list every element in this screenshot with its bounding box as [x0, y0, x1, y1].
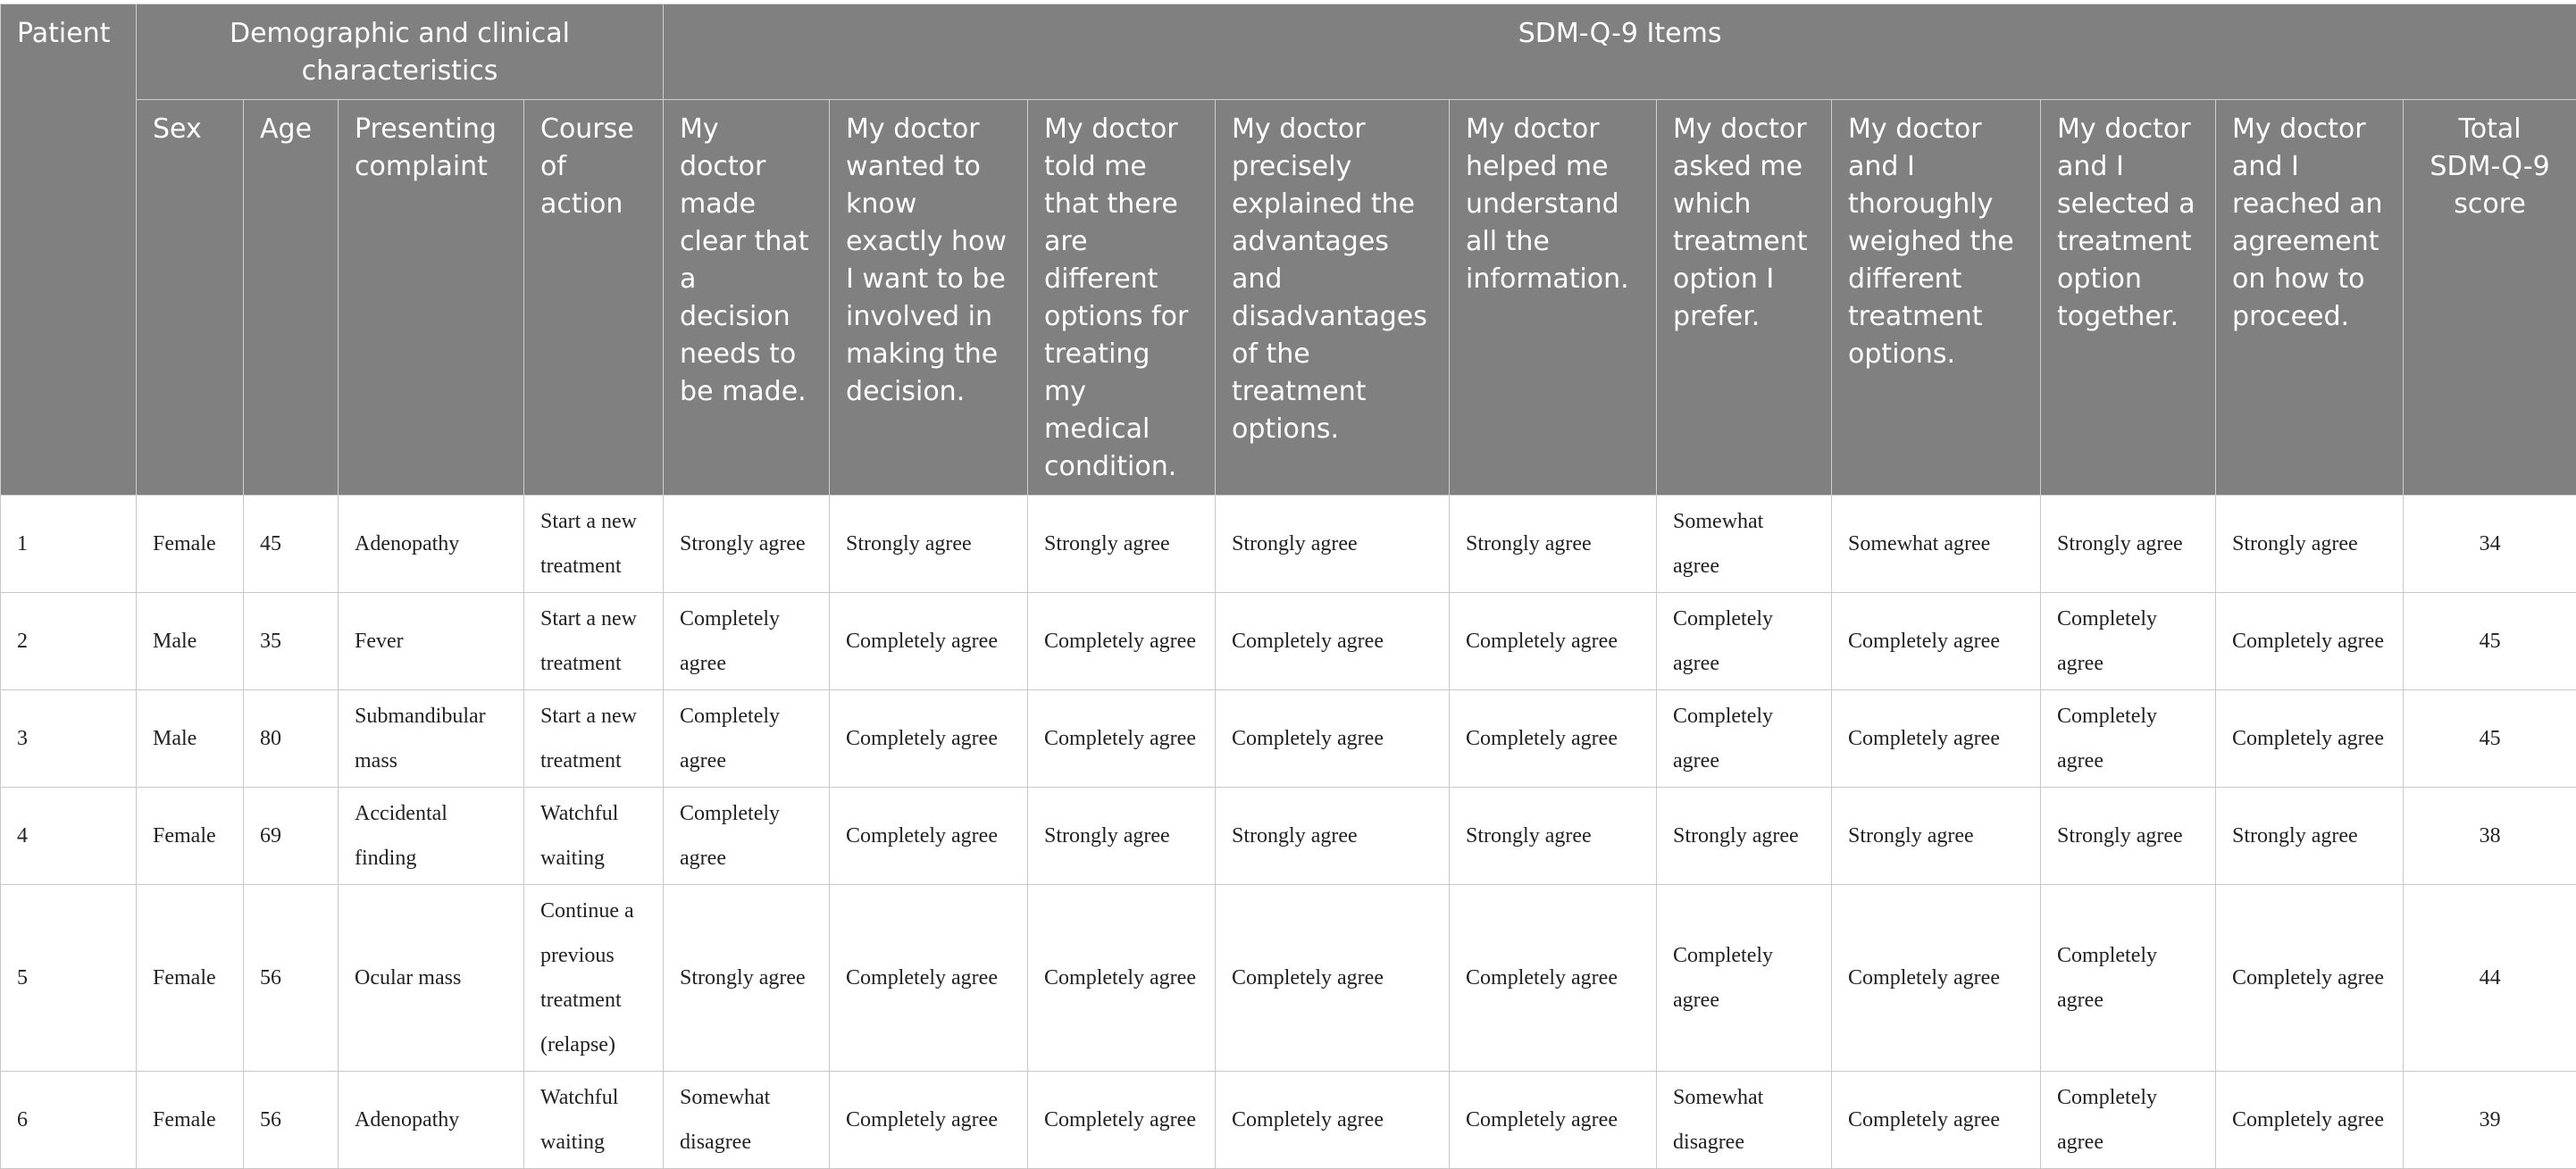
cell-age: 56	[244, 885, 339, 1072]
table-row	[1, 593, 2576, 690]
table-row	[1, 496, 2576, 593]
header-age: Age	[244, 100, 339, 496]
cell-item-4: Completely agree	[1216, 1072, 1450, 1169]
cell-item-9: Completely agree	[2216, 1072, 2404, 1169]
header-item-7: My doctor and I thoroughly weighed the different treatment options.	[1832, 100, 2041, 496]
table-row	[1, 690, 2576, 788]
cell-patient: 6	[1, 1072, 137, 1169]
cell-item-8: Completely agree	[2041, 690, 2216, 788]
cell-item-9: Completely agree	[2216, 593, 2404, 690]
cell-item-8: Completely agree	[2041, 593, 2216, 690]
header-group-row	[1, 4, 2576, 100]
cell-item-7: Strongly agree	[1832, 788, 2041, 885]
cell-total: 45	[2404, 690, 2576, 788]
cell-item-8: Strongly agree	[2041, 788, 2216, 885]
header-item-5: My doctor helped me understand all the information.	[1450, 100, 1657, 496]
cell-item-1: Strongly agree	[664, 885, 830, 1072]
cell-course: Start a new treatment	[524, 496, 664, 593]
cell-item-6: Completely agree	[1657, 593, 1832, 690]
cell-item-8: Completely agree	[2041, 885, 2216, 1072]
table-row	[1, 788, 2576, 885]
cell-item-1: Somewhat disagree	[664, 1072, 830, 1169]
cell-item-2: Completely agree	[830, 593, 1028, 690]
sdm-q9-results-table	[0, 4, 2576, 1169]
cell-item-4: Completely agree	[1216, 885, 1450, 1072]
cell-item-3: Completely agree	[1028, 1072, 1216, 1169]
cell-item-6: Completely agree	[1657, 885, 1832, 1072]
cell-item-7: Completely agree	[1832, 593, 2041, 690]
cell-item-2: Completely agree	[830, 690, 1028, 788]
cell-item-9: Completely agree	[2216, 690, 2404, 788]
header-column-row	[1, 100, 2576, 496]
cell-course: Start a new treatment	[524, 690, 664, 788]
cell-patient: 4	[1, 788, 137, 885]
header-item-2: My doctor wanted to know exactly how I want to be involved in making the decision.	[830, 100, 1028, 496]
cell-item-3: Completely agree	[1028, 885, 1216, 1072]
cell-course: Watchful waiting	[524, 788, 664, 885]
cell-age: 45	[244, 496, 339, 593]
cell-item-2: Strongly agree	[830, 496, 1028, 593]
cell-item-5: Completely agree	[1450, 1072, 1657, 1169]
header-item-1: My doctor made clear that a decision needs to be made.	[664, 100, 830, 496]
header-total-score: Total SDM-Q-9 score	[2404, 100, 2576, 496]
cell-item-6: Somewhat agree	[1657, 496, 1832, 593]
cell-age: 35	[244, 593, 339, 690]
cell-item-1: Completely agree	[664, 690, 830, 788]
cell-total: 45	[2404, 593, 2576, 690]
cell-age: 56	[244, 1072, 339, 1169]
cell-item-7: Completely agree	[1832, 885, 2041, 1072]
header-presenting-complaint: Presenting complaint	[339, 100, 524, 496]
cell-item-2: Completely agree	[830, 788, 1028, 885]
cell-item-3: Completely agree	[1028, 593, 1216, 690]
cell-item-7: Somewhat agree	[1832, 496, 2041, 593]
cell-item-5: Completely agree	[1450, 885, 1657, 1072]
cell-patient: 2	[1, 593, 137, 690]
table-row	[1, 1072, 2576, 1169]
cell-item-4: Completely agree	[1216, 690, 1450, 788]
cell-sex: Female	[137, 885, 244, 1072]
cell-item-8: Completely agree	[2041, 1072, 2216, 1169]
cell-total: 34	[2404, 496, 2576, 593]
cell-sex: Female	[137, 1072, 244, 1169]
cell-age: 80	[244, 690, 339, 788]
cell-item-6: Completely agree	[1657, 690, 1832, 788]
header-group-sdm-items: SDM-Q-9 Items	[664, 4, 2576, 100]
header-item-9: My doctor and I reached an agreement on how to proceed.	[2216, 100, 2404, 496]
cell-course: Watchful waiting	[524, 1072, 664, 1169]
header-item-3: My doctor told me that there are different options for treating my medical condition.	[1028, 100, 1216, 496]
cell-complaint: Ocular mass	[339, 885, 524, 1072]
cell-complaint: Accidental finding	[339, 788, 524, 885]
cell-patient: 3	[1, 690, 137, 788]
header-item-4: My doctor precisely explained the advantages and disadvantages of the treatment options.	[1216, 100, 1450, 496]
cell-item-5: Strongly agree	[1450, 788, 1657, 885]
cell-course: Continue a previous treatment (relapse)	[524, 885, 664, 1072]
cell-item-5: Completely agree	[1450, 593, 1657, 690]
cell-total: 44	[2404, 885, 2576, 1072]
cell-sex: Male	[137, 593, 244, 690]
cell-item-5: Completely agree	[1450, 690, 1657, 788]
cell-complaint: Adenopathy	[339, 1072, 524, 1169]
cell-item-2: Completely agree	[830, 1072, 1028, 1169]
cell-complaint: Submandibular mass	[339, 690, 524, 788]
cell-item-9: Completely agree	[2216, 885, 2404, 1072]
cell-item-5: Strongly agree	[1450, 496, 1657, 593]
cell-item-1: Strongly agree	[664, 496, 830, 593]
header-course-of-action: Course of action	[524, 100, 664, 496]
cell-item-1: Completely agree	[664, 593, 830, 690]
cell-complaint: Fever	[339, 593, 524, 690]
cell-item-6: Somewhat disagree	[1657, 1072, 1832, 1169]
cell-item-7: Completely agree	[1832, 1072, 2041, 1169]
header-patient: Patient	[1, 4, 137, 496]
cell-item-4: Completely agree	[1216, 593, 1450, 690]
table-body	[1, 496, 2576, 1169]
table-row	[1, 885, 2576, 1072]
cell-item-1: Completely agree	[664, 788, 830, 885]
table-header	[1, 4, 2576, 496]
cell-sex: Female	[137, 496, 244, 593]
cell-item-4: Strongly agree	[1216, 496, 1450, 593]
cell-item-6: Strongly agree	[1657, 788, 1832, 885]
cell-item-3: Strongly agree	[1028, 788, 1216, 885]
header-item-8: My doctor and I selected a treatment option together.	[2041, 100, 2216, 496]
cell-item-7: Completely agree	[1832, 690, 2041, 788]
cell-sex: Female	[137, 788, 244, 885]
cell-item-3: Completely agree	[1028, 690, 1216, 788]
cell-item-3: Strongly agree	[1028, 496, 1216, 593]
cell-patient: 1	[1, 496, 137, 593]
header-sex: Sex	[137, 100, 244, 496]
cell-sex: Male	[137, 690, 244, 788]
cell-item-4: Strongly agree	[1216, 788, 1450, 885]
cell-item-8: Strongly agree	[2041, 496, 2216, 593]
cell-item-9: Strongly agree	[2216, 496, 2404, 593]
header-group-demographic: Demographic and clinical characteristics	[137, 4, 664, 100]
cell-item-9: Strongly agree	[2216, 788, 2404, 885]
cell-total: 38	[2404, 788, 2576, 885]
cell-item-2: Completely agree	[830, 885, 1028, 1072]
cell-total: 39	[2404, 1072, 2576, 1169]
cell-patient: 5	[1, 885, 137, 1072]
cell-complaint: Adenopathy	[339, 496, 524, 593]
cell-age: 69	[244, 788, 339, 885]
header-item-6: My doctor asked me which treatment option I prefer.	[1657, 100, 1832, 496]
cell-course: Start a new treatment	[524, 593, 664, 690]
